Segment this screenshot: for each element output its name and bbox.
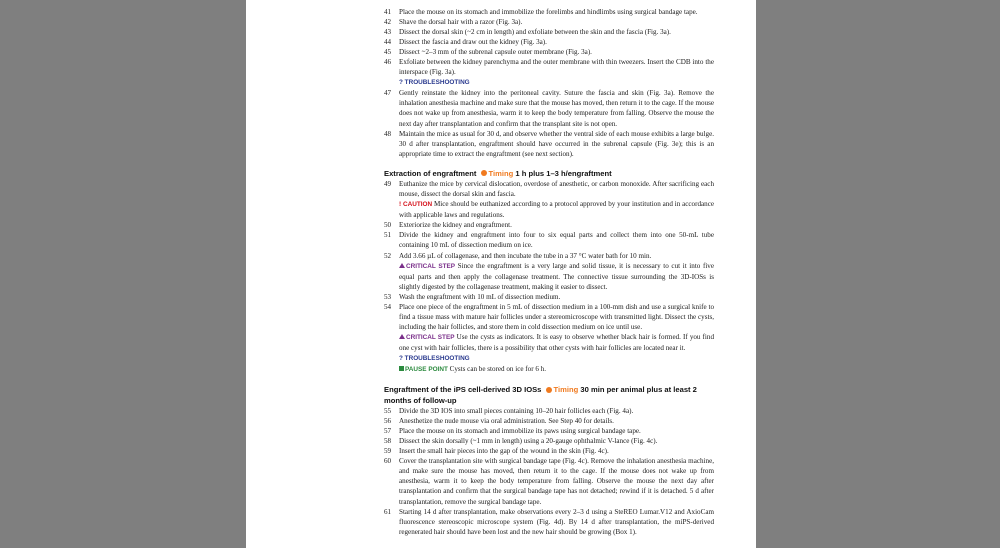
section-heading-extraction: Extraction of engraftment Timing 1 h plus 1–3 h/engraftment: [384, 168, 612, 178]
step-43: 43 Dissect the dorsal skin (~2 cm in length) and exfoliate between the skin and the fascia (Fig. 3a).: [384, 28, 671, 37]
step-46: 46 Exfoliate between the kidney parenchyma and the outer membrane with thin tweezers. Insert the CDB into the interspace (Fig. 3a).: [384, 58, 714, 77]
step-56: 56 Anesthetize the nude mouse via oral administration. See Step 40 for details.: [384, 417, 614, 426]
step-51: 51 Divide the kidney and engraftment into four to six equal parts and collect them into one 50-mL tube containing 10 mL of dissection medium on ice.: [384, 231, 714, 250]
step-42: 42 Shave the dorsal hair with a razor (Fig. 3a).: [384, 18, 523, 27]
step-44: 44 Dissect the fascia and draw out the kidney (Fig. 3a).: [384, 38, 547, 47]
step-48: 48 Maintain the mice as usual for 30 d, and observe whether the ventral side of each mouse exhibits a large bulge. 30 d after transplantation, engraftment should have occurred in the subrenal capsule (Fig. 3e); this is an appropriate time to extract the engraftment (see next section).: [384, 129, 714, 158]
step-41: 41 Place the mouse on its stomach and immobilize the forelimbs and hindlimbs using surgical bandage tape.: [384, 8, 698, 16]
section-heading-engraftment: Engraftment of the iPS cell-derived 3D IOSs Timing 30 min per animal plus at least 2 months of follow-up: [384, 385, 697, 405]
step-53: 53 Wash the engraftment with 10 mL of dissection medium.: [384, 292, 561, 301]
troubleshooting-note: ? TROUBLESHOOTING: [399, 79, 470, 87]
timing-dot-icon: [481, 170, 487, 176]
step-54: 54 Place one piece of the engraftment in 5 mL of dissection medium in a 100-mm dish and use a surgical knife to find a tissue mass with mature hair follicles under a stereomicroscope with transmitted light. Dissect the cysts, including the hair follicles, and store them in cold dissection medium on ice until use.: [384, 302, 714, 331]
protocol-column: [384, 7, 714, 537]
step-45: 45 Dissect ~2–3 mm of the subrenal capsule outer membrane (Fig. 3a).: [384, 48, 592, 57]
timing-dot-icon: [546, 387, 552, 393]
critical-step-note: CRITICAL STEP Since the engraftment is a very large and solid tissue, it is necessary to cut it into five equal parts and then apply the collagenase treatment. The connective tissue surrounding the 3D-IOSs is slightly digested by the collagenase treatment, making it easier to dissect.: [399, 261, 714, 291]
step-58: 58 Dissect the skin dorsally (~1 mm in length) using a 20-gauge ophthalmic V-lance (Fig. 4c).: [384, 437, 658, 446]
step-50: 50 Exteriorize the kidney and engraftment.: [384, 221, 512, 230]
caution-note: ! CAUTION Mice should be euthanized according to a protocol approved by your institution and in accordance with applicable laws and regulations.: [399, 200, 714, 220]
critical-step-note: CRITICAL STEP Use the cysts as indicators. It is easy to observe whether black hair is formed. If you find one cyst with hair follicles, there is a possibility that other cysts with hair follicles are located near it.: [399, 332, 714, 352]
troubleshooting-note: ? TROUBLESHOOTING: [399, 355, 470, 362]
document-page: [246, 0, 756, 548]
steps-41-46: [384, 7, 714, 77]
step-57: 57 Place the mouse on its stomach and immobilize its paws using surgical bandage tape.: [384, 427, 641, 436]
step-52: 52 Add 3.66 µL of collagenase, and then incubate the tube in a 37 °C water bath for 10 min.: [384, 251, 652, 260]
step-59: 59 Insert the small hair pieces into the gap of the wound in the skin (Fig. 4c).: [384, 447, 609, 456]
critical-triangle-icon: [399, 334, 405, 339]
pause-point-note: PAUSE POINT Cysts can be stored on ice for 6 h.: [384, 364, 714, 375]
step-55: 55 Divide the 3D IOS into small pieces containing 10–20 hair follicles each (Fig. 4a).: [384, 407, 634, 416]
pause-square-icon: [399, 366, 404, 371]
step-61: 61 Starting 14 d after transplantation, make observations every 2–3 d using a SteREO Lumar.V12 and AxioCam fluorescence stereoscopic microscope system (Fig. 4d). By 14 d after transplantation, the miPS-derived regenerated hair should have been lost and the new hair should be growing (Box 1).: [384, 507, 714, 536]
critical-triangle-icon: [399, 263, 405, 268]
step-60: 60 Cover the transplantation site with surgical bandage tape (Fig. 4c). Remove the inhalation anesthesia machine, and make sure the mouse has moved, then return it to the cage. If the mouse does not wake up from anesthesia, warm it to keep the body temperature from falling. Observe the mouse the next day after transplantation and confirm that the surgical bandage tape has not detached; rewind if it is detached. 5 d after transplantation, remove the surgical bandage tape.: [384, 457, 714, 506]
step-47: 47 Gently reinstate the kidney into the peritoneal cavity. Suture the fascia and skin (Fig. 3a). Remove the inhalation anesthesia machine and make sure that the mouse has moved, then return it to the cage. If the mouse does not wake up from anesthesia, warm it to keep the body temperature from falling. Observe the mouse the next day after transplantation and confirm that the transplant site is not open.: [384, 89, 714, 128]
step-49: 49 Euthanize the mice by cervical dislocation, overdose of anesthetic, or carbon monoxide. After sacrificing each mouse, dissect the dorsal skin and fascia.: [384, 180, 714, 199]
